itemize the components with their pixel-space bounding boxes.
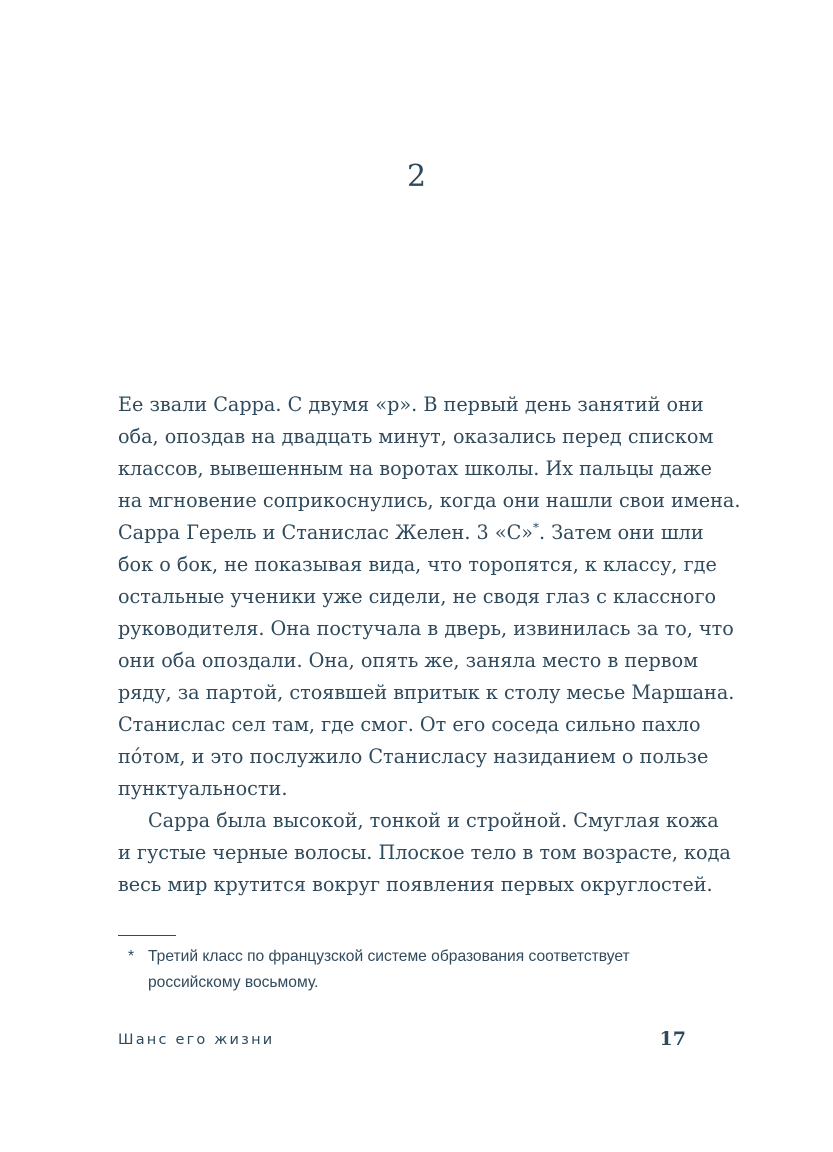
text-line: классов, вывешенным на воротах школы. Их пальцы даже bbox=[118, 457, 712, 480]
text-line: ряду, за партой, стоявшей впритык к столу месье Маршана. bbox=[118, 681, 735, 704]
text-line-segment: Сарра Герель и Станислас Желен. 3 «С» bbox=[118, 521, 533, 544]
text-line: пóтом, и это послужило Станисласу назиданием о пользе bbox=[118, 745, 709, 768]
footnote bbox=[118, 944, 684, 996]
text-line: оба, опоздав на двадцать минут, оказались перед списком bbox=[118, 425, 714, 448]
paragraph-2 bbox=[118, 805, 731, 901]
body-text bbox=[118, 389, 741, 901]
text-line: руководителя. Она постучала в дверь, извинилась за то, что bbox=[118, 617, 734, 640]
footnote-divider bbox=[118, 935, 176, 936]
text-line: Станислас сел там, где смог. От его соседа сильно пахло bbox=[118, 713, 701, 736]
chapter-number: 2 bbox=[406, 159, 427, 194]
text-line: Ее звали Сарра. С двумя «р». В первый день занятий они bbox=[118, 393, 704, 416]
text-line: на мгновение соприкоснулись, когда они нашли свои имена. bbox=[118, 489, 741, 512]
page-number: 17 bbox=[659, 1028, 686, 1050]
text-line-segment: . Затем они шли bbox=[539, 521, 704, 544]
text-line: они оба опоздали. Она, опять же, заняла место в первом bbox=[118, 649, 699, 672]
text-line: пунктуальности. bbox=[118, 777, 288, 800]
text-line: остальные ученики уже сидели, не сводя глаз с классного bbox=[118, 585, 717, 608]
text-line: бок о бок, не показывая вида, что торопятся, к классу, где bbox=[118, 553, 717, 576]
paragraph-1 bbox=[118, 389, 741, 805]
text-line: весь мир крутится вокруг появления первых округлостей. bbox=[118, 873, 713, 896]
footnote-line: российскому восьмому. bbox=[148, 974, 319, 991]
text-line: Сарра была высокой, тонкой и стройной. Смуглая кожа bbox=[148, 809, 719, 832]
running-title: Шанс его жизни bbox=[118, 1032, 275, 1048]
footnote-marker: * bbox=[128, 948, 135, 965]
footnote-line: Третий класс по французской системе образования соответствует bbox=[148, 948, 630, 965]
text-line: и густые черные волосы. Плоское тело в том возрасте, кода bbox=[118, 841, 731, 864]
footnote-reference: * bbox=[533, 520, 539, 535]
text-line-with-footnote bbox=[118, 517, 704, 549]
